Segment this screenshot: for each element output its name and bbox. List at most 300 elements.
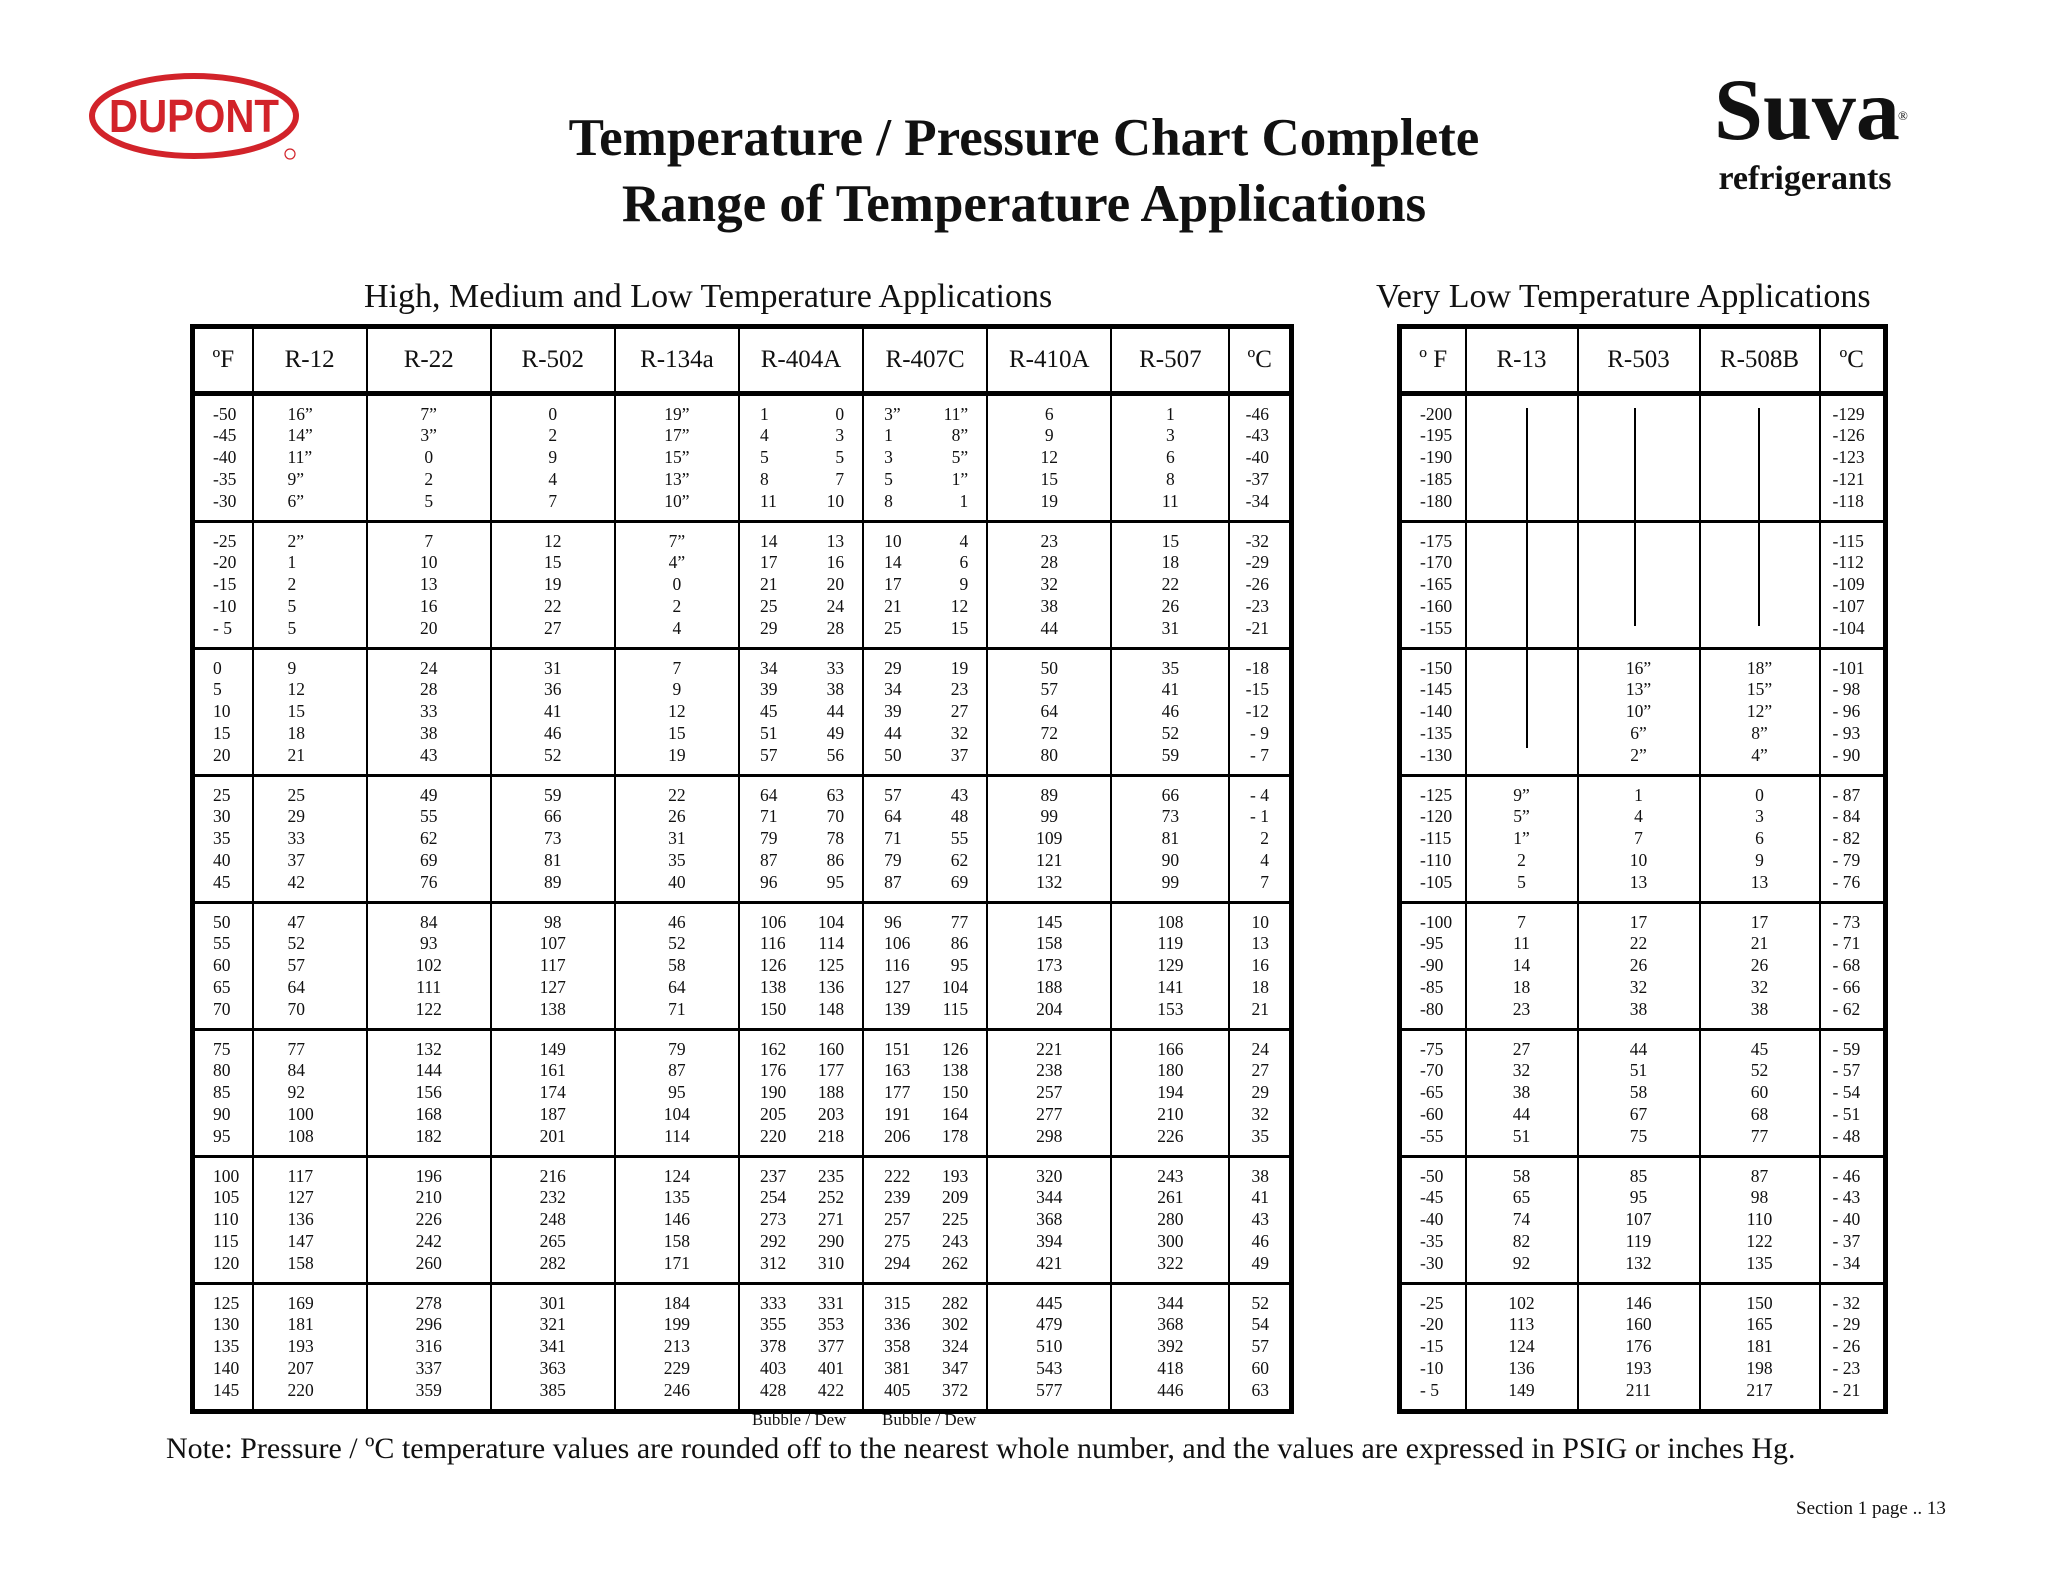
cell-r502-value: 248 (539, 1209, 566, 1230)
cell-r407c-bubble-value: 34 (884, 679, 902, 700)
cell-r507-value: 129 (1157, 955, 1184, 976)
cell-r407c (863, 394, 987, 522)
cell-r503-value: 193 (1625, 1357, 1652, 1378)
cell-r502-value: 31 (544, 657, 562, 678)
cell-r410a-value: 72 (1040, 722, 1058, 743)
cell-r407c-dew-value: 209 (941, 1187, 969, 1208)
cell-r13-value: 32 (1512, 1060, 1531, 1081)
cell-r508b-value: 38 (1750, 998, 1769, 1019)
cell-r407c-dew-value: 164 (941, 1103, 969, 1124)
cell-r407c-dew-value: 8” (951, 425, 969, 446)
cell-r13-value: 44 (1512, 1103, 1531, 1124)
cell-r502-value: 161 (539, 1060, 566, 1081)
cell-r502-value: 385 (539, 1379, 566, 1400)
cell-c-value: -101 (1832, 657, 1865, 678)
cell-c-value: - 73 (1832, 911, 1861, 932)
cell-r134a-value: 104 (663, 1103, 691, 1124)
cell-r407c (863, 1157, 987, 1284)
table-row-group (1400, 776, 1886, 903)
suva-brand-subtitle: refrigerants (1718, 160, 1892, 197)
cell-r407c-dew-value: 324 (941, 1336, 969, 1357)
cell-r12-value: 64 (287, 976, 306, 997)
cell-r503 (1578, 776, 1700, 903)
cell-r407c-bubble-value: 50 (884, 744, 902, 765)
cell-r503-value: 32 (1629, 976, 1648, 997)
cell-c-value: 38 (1251, 1165, 1269, 1186)
cell-c-value: -118 (1832, 490, 1864, 511)
cell-r407c-bubble-value: 206 (884, 1125, 911, 1146)
cell-r404a-dew-value: 44 (826, 701, 845, 722)
cell-r134a (615, 776, 739, 903)
cell-r13-value: 82 (1512, 1230, 1531, 1251)
cell-r134a-value: 229 (663, 1357, 691, 1378)
table-row-group (193, 1284, 1292, 1412)
cell-r407c-bubble-value: 177 (884, 1082, 911, 1103)
cell-r13-value: 58 (1512, 1165, 1531, 1186)
cell-r502 (491, 649, 615, 776)
cell-f-value: 125 (213, 1292, 240, 1313)
cell-f-value: 40 (213, 849, 231, 870)
cell-r508b-value: 21 (1750, 933, 1769, 954)
cell-r407c-dew-value: 126 (941, 1038, 969, 1059)
cell-r404a-dew-value: 377 (817, 1336, 845, 1357)
cell-r12-value: 70 (287, 998, 306, 1019)
cell-f-value: -150 (1420, 657, 1453, 678)
cell-r12-value: 5 (287, 595, 297, 616)
cell-r407c-dew-value: 32 (950, 722, 969, 743)
header-c: ºC (1820, 327, 1886, 394)
table-row-group (1400, 522, 1886, 649)
cell-r404a-bubble-value: 1 (759, 403, 769, 424)
cell-r507-value: 210 (1157, 1103, 1184, 1124)
cell-c-value: -115 (1832, 530, 1864, 551)
header-r22: R-22 (367, 327, 491, 394)
cell-r13-value: 124 (1508, 1336, 1535, 1357)
cell-f (1400, 522, 1466, 649)
cell-r507-value: 26 (1161, 595, 1180, 616)
cell-r407c-bubble-value: 222 (884, 1165, 911, 1186)
cell-c-value: -109 (1832, 574, 1865, 595)
cell-r502-value: 81 (544, 849, 562, 870)
cell-r508b-value: 26 (1750, 955, 1769, 976)
cell-r503-value: 119 (1625, 1230, 1652, 1251)
cell-r13-value: 65 (1512, 1187, 1531, 1208)
cell-f-value: -200 (1420, 403, 1453, 424)
cell-r407c-bubble-value: 191 (884, 1103, 911, 1124)
cell-r502-value: 187 (539, 1103, 566, 1124)
cell-r13-value: 27 (1512, 1038, 1531, 1059)
cell-f (1400, 1030, 1466, 1157)
cell-r404a-bubble-value: 292 (759, 1230, 787, 1251)
cell-c-value: - 57 (1832, 1060, 1861, 1081)
cell-f-value: - 5 (1420, 1379, 1439, 1400)
cell-r410a (987, 903, 1111, 1030)
cell-r407c-bubble-value: 25 (884, 617, 902, 638)
cell-r407c-dew-value: 9 (959, 574, 969, 595)
cell-r503-value (1579, 469, 1699, 491)
cell-r404a-dew-value: 24 (826, 595, 845, 616)
cell-f (1400, 649, 1466, 776)
cell-r13-value: 74 (1512, 1209, 1531, 1230)
cell-f-value: 135 (213, 1336, 240, 1357)
cell-r410a-value: 99 (1040, 806, 1058, 827)
table-row-group (1400, 1030, 1886, 1157)
cell-f-value: 100 (213, 1165, 240, 1186)
cell-r13-value (1467, 404, 1577, 426)
cell-r12 (253, 522, 367, 649)
cell-r507 (1111, 1030, 1229, 1157)
cell-c-value: -126 (1832, 425, 1865, 446)
cell-r22-value: 20 (419, 617, 438, 638)
cell-r507 (1111, 394, 1229, 522)
cell-r404a-dew-value: 310 (817, 1252, 845, 1273)
header-r13: R-13 (1466, 327, 1578, 394)
cell-r13 (1466, 776, 1578, 903)
cell-f-value: -130 (1420, 744, 1453, 765)
cell-r134a-value: 22 (668, 784, 686, 805)
cell-r508b (1700, 649, 1820, 776)
cell-r407c-bubble-value: 275 (884, 1230, 911, 1251)
cell-r407c-dew-value: 48 (950, 806, 969, 827)
table-row-group (1400, 394, 1886, 522)
cell-r134a-value: 0 (672, 574, 682, 595)
cell-r404a (739, 522, 863, 649)
cell-r404a-dew-value: 86 (826, 849, 845, 870)
cell-f-value: 70 (213, 998, 231, 1019)
cell-c-value: -37 (1245, 468, 1269, 489)
cell-r507 (1111, 776, 1229, 903)
cell-r22-value: 242 (415, 1230, 442, 1251)
cell-f-value: -185 (1420, 468, 1453, 489)
cell-f-value: -15 (1420, 1336, 1444, 1357)
cell-r134a (615, 394, 739, 522)
cell-f (193, 649, 253, 776)
cell-r508b (1700, 1284, 1820, 1412)
cell-c (1229, 1157, 1291, 1284)
cell-r134a-value: 7” (668, 530, 686, 551)
cell-c-value: 35 (1251, 1125, 1269, 1146)
cell-r134a-value: 146 (663, 1209, 691, 1230)
table-row-group (1400, 649, 1886, 776)
cell-f (1400, 903, 1466, 1030)
cell-r502-value: 107 (539, 933, 566, 954)
cell-r503-value: 22 (1629, 933, 1648, 954)
cell-r507-value: 15 (1161, 530, 1180, 551)
cell-c-value: 16 (1251, 955, 1269, 976)
cell-r404a-bubble-value: 45 (759, 701, 778, 722)
cell-r503-value (1579, 491, 1699, 513)
cell-r134a-value: 246 (663, 1379, 691, 1400)
cell-r502-value: 52 (544, 744, 562, 765)
cell-r407c-bubble-value: 139 (884, 998, 911, 1019)
cell-r407c-bubble-value: 336 (884, 1314, 911, 1335)
cell-r404a-bubble-value: 205 (759, 1103, 787, 1124)
cell-c-value: - 82 (1832, 828, 1861, 849)
cell-r22-value: 16 (419, 595, 438, 616)
cell-c (1229, 649, 1291, 776)
cell-f-value: -160 (1420, 595, 1453, 616)
table-row-group (193, 776, 1292, 903)
r407c-bubble-dew-label: Bubble / Dew (882, 1410, 977, 1429)
header-r407c: R-407C (863, 327, 987, 394)
cell-r13-value: 7 (1517, 911, 1526, 932)
cell-r407c-dew-value: 62 (950, 849, 969, 870)
cell-r503-value: 26 (1629, 955, 1648, 976)
cell-r410a-value: 421 (1036, 1252, 1063, 1273)
cell-r404a-dew-value: 5 (835, 447, 845, 468)
cell-r404a-bubble-value: 403 (759, 1357, 787, 1378)
cell-r407c-dew-value: 15 (950, 617, 969, 638)
cell-c-value: 27 (1251, 1060, 1269, 1081)
cell-f-value: -30 (1420, 1252, 1444, 1273)
cell-r410a-value: 44 (1040, 617, 1058, 638)
footnote: Note: Pressure / ºC temperature values are rounded off to the nearest whole number, and the values are expressed in PSIG or inches Hg. (166, 1432, 1796, 1465)
cell-r12 (253, 1284, 367, 1412)
cell-c (1820, 1030, 1886, 1157)
cell-c (1820, 903, 1886, 1030)
cell-f (193, 776, 253, 903)
cell-r508b-value: 122 (1746, 1230, 1773, 1251)
cell-r22-value: 62 (419, 828, 438, 849)
cell-f (1400, 1157, 1466, 1284)
cell-f-value: 140 (213, 1357, 240, 1378)
cell-r410a-value: 23 (1040, 530, 1058, 551)
cell-r503-value (1579, 425, 1699, 447)
cell-r12-value: 15 (287, 701, 306, 722)
cell-r22 (367, 776, 491, 903)
cell-r407c-bubble-value: 71 (884, 828, 902, 849)
cell-r407c-dew-value: 55 (950, 828, 969, 849)
cell-r404a-dew-value: 56 (826, 744, 845, 765)
cell-r22-value: 69 (419, 849, 438, 870)
cell-r508b-value: 110 (1746, 1209, 1773, 1230)
cell-r404a-bubble-value: 21 (759, 574, 778, 595)
cell-r410a-value: 298 (1036, 1125, 1063, 1146)
cell-r22-value: 168 (415, 1103, 442, 1124)
cell-r407c-bubble-value: 29 (884, 657, 902, 678)
cell-f-value: -85 (1420, 976, 1444, 997)
r404a-bubble-dew-label: Bubble / Dew (752, 1410, 847, 1429)
cell-r410a-value: 89 (1040, 784, 1058, 805)
cell-r410a (987, 1030, 1111, 1157)
cell-c-value: - 26 (1832, 1336, 1861, 1357)
cell-c-value: -104 (1832, 617, 1865, 638)
cell-c (1820, 1157, 1886, 1284)
cell-r22-value: 260 (415, 1252, 442, 1273)
cell-r502-value: 138 (539, 998, 566, 1019)
page-title-line1: Temperature / Pressure Chart Complete (568, 109, 1480, 167)
cell-r407c-bubble-value: 405 (884, 1379, 911, 1400)
cell-r407c-dew-value: 5” (951, 447, 969, 468)
cell-r404a-dew-value: 33 (826, 657, 845, 678)
cell-c-value: 13 (1251, 933, 1269, 954)
cell-r407c-dew-value: 43 (950, 784, 969, 805)
cell-f-value: -20 (213, 552, 237, 573)
cell-f-value: 50 (213, 911, 231, 932)
cell-r22-value: 210 (415, 1187, 442, 1208)
cell-r503-value (1579, 552, 1699, 574)
header-r502: R-502 (491, 327, 615, 394)
cell-r507-value: 59 (1161, 744, 1180, 765)
cell-r22-value: 7 (424, 530, 434, 551)
cell-r407c-bubble-value: 10 (884, 530, 902, 551)
cell-r503-value (1579, 447, 1699, 469)
cell-r22-value: 111 (416, 976, 442, 997)
cell-r13-value (1467, 596, 1577, 618)
cell-r404a-dew-value: 114 (818, 933, 845, 954)
cell-r407c-dew-value: 1 (959, 490, 969, 511)
cell-r508b-value: 77 (1750, 1125, 1769, 1146)
cell-f-value: -115 (1420, 828, 1452, 849)
cell-r13-value: 51 (1512, 1125, 1531, 1146)
cell-r22-value: 5 (424, 490, 434, 511)
cell-c-value: 46 (1251, 1230, 1269, 1251)
cell-r407c-bubble-value: 381 (884, 1357, 911, 1378)
cell-f (193, 1157, 253, 1284)
cell-r503-value: 176 (1625, 1336, 1652, 1357)
cell-r502-value: 321 (539, 1314, 566, 1335)
cell-r12-value: 2” (287, 530, 305, 551)
cell-r404a-bubble-value: 237 (759, 1165, 787, 1186)
cell-r507-value: 81 (1161, 828, 1180, 849)
cell-r507-value: 3 (1165, 425, 1175, 446)
cell-f-value: 65 (213, 976, 231, 997)
cell-c-value: - 79 (1832, 849, 1861, 870)
cell-r22-value: 102 (415, 955, 442, 976)
cell-f (193, 903, 253, 1030)
cell-r22-value: 296 (415, 1314, 442, 1335)
cell-r507-value: 18 (1161, 552, 1180, 573)
cell-r407c-dew-value: 4 (959, 530, 969, 551)
cell-f-value: -40 (1420, 1209, 1444, 1230)
cell-r502-value: 232 (539, 1187, 566, 1208)
cell-r134a-value: 9 (672, 679, 682, 700)
cell-r22-value: 316 (415, 1336, 442, 1357)
cell-r508b-value: 52 (1750, 1060, 1769, 1081)
cell-f-value: 30 (213, 806, 231, 827)
cell-r508b-value: 4” (1751, 744, 1768, 765)
cell-r507-value: 418 (1157, 1357, 1184, 1378)
cell-f-value: 75 (213, 1038, 231, 1059)
suva-brand: Suva (1714, 62, 1900, 159)
cell-r410a-value: 64 (1040, 701, 1058, 722)
cell-c (1229, 1030, 1291, 1157)
cell-r404a-dew-value: 63 (826, 784, 845, 805)
cell-c-value: - 32 (1832, 1292, 1861, 1313)
cell-r404a-bubble-value: 378 (759, 1336, 787, 1357)
cell-r134a-value: 95 (668, 1082, 686, 1103)
cell-r503 (1578, 903, 1700, 1030)
cell-r13 (1466, 1157, 1578, 1284)
cell-r410a (987, 776, 1111, 903)
cell-r404a-bubble-value: 71 (759, 806, 778, 827)
cell-r22-value: 132 (415, 1038, 442, 1059)
cell-r407c-dew-value: 243 (941, 1230, 969, 1251)
cell-r503-value: 13” (1625, 679, 1652, 700)
cell-r13-value (1467, 491, 1577, 513)
table-header-row (193, 327, 1292, 394)
cell-r12-value: 193 (287, 1336, 314, 1357)
cell-r507-value: 141 (1157, 976, 1184, 997)
cell-r410a (987, 394, 1111, 522)
cell-r502-value: 59 (544, 784, 562, 805)
cell-r404a-bubble-value: 34 (759, 657, 778, 678)
cell-r502 (491, 903, 615, 1030)
cell-r507 (1111, 903, 1229, 1030)
cell-r507-value: 41 (1161, 679, 1180, 700)
table-row-group (193, 522, 1292, 649)
cell-r407c (863, 903, 987, 1030)
cell-r22-value: 24 (419, 657, 438, 678)
cell-r407c-bubble-value: 21 (884, 595, 902, 616)
cell-r502-value: 216 (539, 1165, 566, 1186)
cell-r502-value: 149 (539, 1038, 566, 1059)
cell-r503-value: 95 (1629, 1187, 1648, 1208)
cell-c (1229, 1284, 1291, 1412)
cell-r407c-dew-value: 77 (950, 911, 969, 932)
logo-text: DUPONT (109, 90, 279, 142)
section-title-very-low: Very Low Temperature Applications (1376, 278, 1871, 315)
cell-r410a-value: 445 (1036, 1292, 1063, 1313)
cell-c-value: 10 (1251, 911, 1269, 932)
cell-r410a-value: 12 (1040, 447, 1058, 468)
cell-r134a-value: 2 (672, 595, 682, 616)
cell-r404a-dew-value: 177 (817, 1060, 845, 1081)
cell-r410a (987, 1157, 1111, 1284)
cell-f-value: -155 (1420, 617, 1453, 638)
cell-r507-value: 46 (1161, 701, 1180, 722)
cell-r22-value: 55 (419, 806, 438, 827)
cell-r22 (367, 903, 491, 1030)
cell-r404a-dew-value: 10 (826, 490, 845, 511)
header-r410a: R-410A (987, 327, 1111, 394)
cell-r407c-dew-value: 372 (941, 1379, 969, 1400)
cell-c-value: - 1 (1250, 806, 1269, 827)
cell-f-value: -25 (1420, 1292, 1444, 1313)
cell-c-value: 24 (1251, 1038, 1269, 1059)
cell-r12-value: 29 (287, 806, 306, 827)
cell-r410a-value: 109 (1036, 828, 1063, 849)
cell-r134a-value: 19 (668, 744, 686, 765)
cell-r508b-value: 13 (1750, 871, 1769, 892)
cell-c-value: - 87 (1832, 784, 1861, 805)
cell-r404a-dew-value: 203 (817, 1103, 845, 1124)
cell-r404a-bubble-value: 333 (759, 1292, 787, 1313)
cell-c-value: - 93 (1832, 722, 1861, 743)
cell-r407c-bubble-value: 106 (884, 933, 911, 954)
cell-r134a-value: 7 (672, 657, 682, 678)
cell-r134a-value: 184 (663, 1292, 691, 1313)
header-f: º F (1400, 327, 1466, 394)
cell-r13-value (1467, 658, 1577, 680)
cell-r410a-value: 15 (1040, 468, 1058, 489)
cell-c-value: - 90 (1832, 744, 1861, 765)
cell-r13-value (1467, 469, 1577, 491)
cell-r404a-dew-value: 188 (817, 1082, 845, 1103)
header-c: ºC (1229, 327, 1291, 394)
cell-r507 (1111, 522, 1229, 649)
cell-r22 (367, 394, 491, 522)
cell-r134a-value: 135 (663, 1187, 691, 1208)
cell-r404a (739, 1284, 863, 1412)
table-row-group (1400, 1284, 1886, 1412)
cell-r508b-value: 217 (1746, 1379, 1773, 1400)
cell-r404a-dew-value: 70 (826, 806, 845, 827)
cell-r13-value: 11 (1513, 933, 1530, 954)
cell-c-value: - 37 (1832, 1230, 1861, 1251)
cell-c-value: -29 (1245, 552, 1269, 573)
cell-r507-value: 66 (1161, 784, 1180, 805)
